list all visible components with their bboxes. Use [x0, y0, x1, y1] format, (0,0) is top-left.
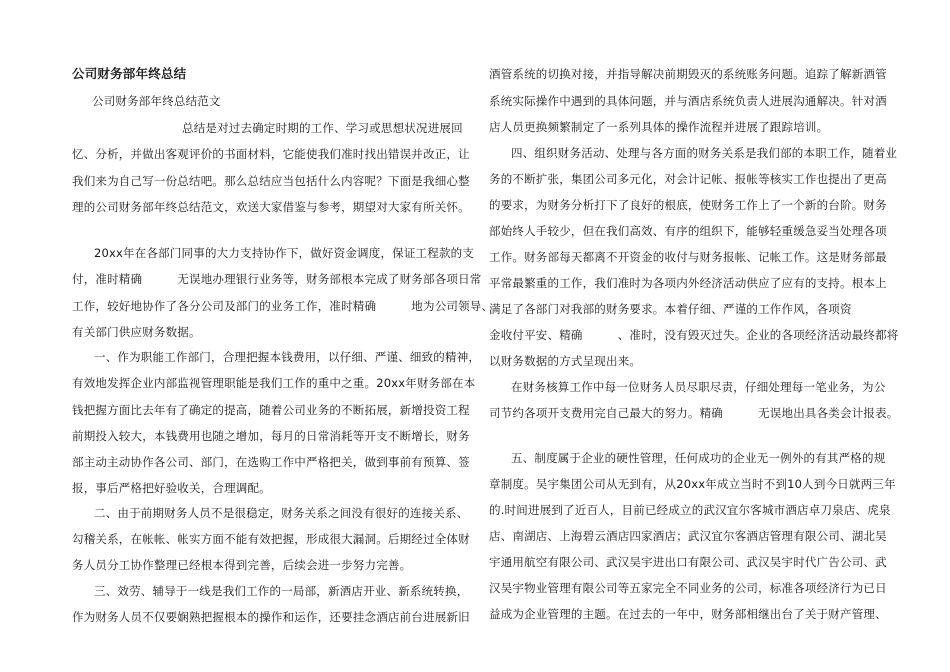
body-line: 务的不断扩张，集团公司多元化，对会计记帐、报帐等核实工作也提出了更高: [489, 172, 887, 186]
body-line: 前期投入较大，本钱费用也随之增加，每月的日常消耗等开支不断增长，财务: [72, 429, 470, 443]
body-line: 务人员分工协作整理已经根本得到完善，后续会进一步努力完善。: [72, 558, 412, 572]
body-line: 平常最繁重的工作，我们准时为各项内外经济活动供应了应有的支持。根本上: [489, 276, 887, 290]
body-line: 部始终人手较少，但在我们高效、有序的组织下，能够轻重缓急妥当处理各项: [489, 224, 887, 238]
body-line: 报，事后严格把好验收关，合理调配。: [72, 481, 271, 495]
body-line: 我们来为自己写一份总结吧。那么总结应当包括什么内容呢？下面是我细心整: [72, 174, 470, 188]
body-line: 付，准时精确 无误地办理银行业务等，财务部根本完成了财务部各项日常: [72, 272, 482, 286]
body-line: 益成为企业管理的主题。在过去的一年中，财务部相继出台了关于财产管理、: [489, 607, 887, 621]
body-line: 二、由于前期财务人员不是很稳定，财务关系之间没有很好的连接关系、: [94, 506, 469, 520]
body-line: 作为财务人员不仅要娴熟把握根本的操作和运作，还要挂念酒店前台进展新旧: [72, 610, 470, 624]
body-line: 司节约各项开支费用完自己最大的努力。精确 无误地出具各类会计报表。: [489, 406, 899, 420]
body-line: 工作，较好地协作了各分公司及部门的业务工作，准时精确 地为公司领导、: [72, 299, 494, 313]
body-line: 工作。财务部每天都离不开资金的收付与财务报帐、记帐工作。这是财务部最: [489, 250, 887, 264]
body-line: 部主动主动协作各公司、部门，在选购工作中严格把关，做到事前有预算、签: [72, 455, 470, 469]
body-line: 店人员更换频繁制定了一系列具体的操作流程并进展了跟踪培训。: [489, 120, 829, 134]
body-line: 汉吴宇物业管理有限公司等五家完全不同业务的公司，标准各项经济行为已日: [489, 581, 887, 595]
body-line: 店、南湖店、上海碧云酒店四家酒店；武汉宜尔客酒店管理有限公司、湖北吴: [489, 529, 887, 543]
body-line: 三、效劳、辅导于一线是我们工作的一局部，新酒店开业、新系统转换，: [94, 584, 469, 598]
body-line: 有效地发挥企业内部监视管理职能是我们工作的重中之重。20xx年财务部在本: [72, 376, 476, 390]
body-line: 的要求，为财务分析打下了良好的根底，使财务工作上了一个新的台阶。财务: [489, 198, 887, 212]
body-line: 有关部门供应财务数据。: [72, 325, 201, 339]
body-line: 总结是对过去确定时期的工作、学习或思想状况进展回: [182, 121, 463, 135]
body-line: 五、制度属于企业的硬性管理，任何成功的企业无一例外的有其严格的规: [511, 451, 886, 465]
body-line: 以财务数据的方式呈现出来。: [489, 354, 642, 368]
body-line: 满足了各部门对我部的财务要求。本着仔细、严谨的工作作风，各项资: [489, 302, 852, 316]
body-line: 四、组织财务活动、处理与各方面的财务关系是我们部的本职工作，随着业: [511, 146, 898, 160]
body-line: 忆、分析，并做出客观评价的书面材料，它能使我们准时找出错误并改正，让: [72, 147, 470, 161]
body-line: 20xx年在各部门同事的大力支持协作下，做好资金调度，保证工程款的支: [94, 246, 475, 260]
body-line: 钱把握方面比去年有了确定的提高，随着公司业务的不断拓展，新增投资工程: [72, 403, 470, 417]
body-line: 一、作为职能工作部门，合理把握本钱费用，以仔细、严谨、细致的精神，: [94, 350, 481, 364]
body-line: 在财务核算工作中每一位财务人员尽职尽责，仔细处理每一笔业务，为公: [511, 380, 886, 394]
body-line: 宇通用航空有限公司、武汉吴宇进出口有限公司、武汉吴宇时代广告公司、武: [489, 555, 887, 569]
body-line: 章制度。吴宇集团公司从无到有，从20xx年成立当时不到10人到今日就两三年: [489, 477, 896, 491]
document-title: 公司财务部年终总结: [72, 66, 187, 81]
body-line: 金收付平安、精确 、准时，没有毁灭过失。企业的各项经济活动最终都将: [489, 328, 899, 342]
subtitle-line: 公司财务部年终总结范文: [92, 94, 221, 108]
body-line: 勾稽关系，在帐帐、帐实方面不能有效把握，形成很大漏洞。后期经过全体财: [72, 532, 470, 546]
body-line: 理的公司财务部年终总结范文，欢送大家借鉴与参考，期望对大家有所关怀。: [72, 200, 470, 214]
body-line: 酒管系统的切换对接，并指导解决前期毁灭的系统账务问题。追踪了解新酒管: [489, 67, 887, 81]
body-line: 的.时间进展到了近百人，目前已经成立的武汉宜尔客城市酒店卓刀泉店、虎泉: [489, 503, 891, 517]
body-line: 系统实际操作中遇到的具体问题，并与酒店系统负责人进展沟通解决。针对酒: [489, 94, 887, 108]
